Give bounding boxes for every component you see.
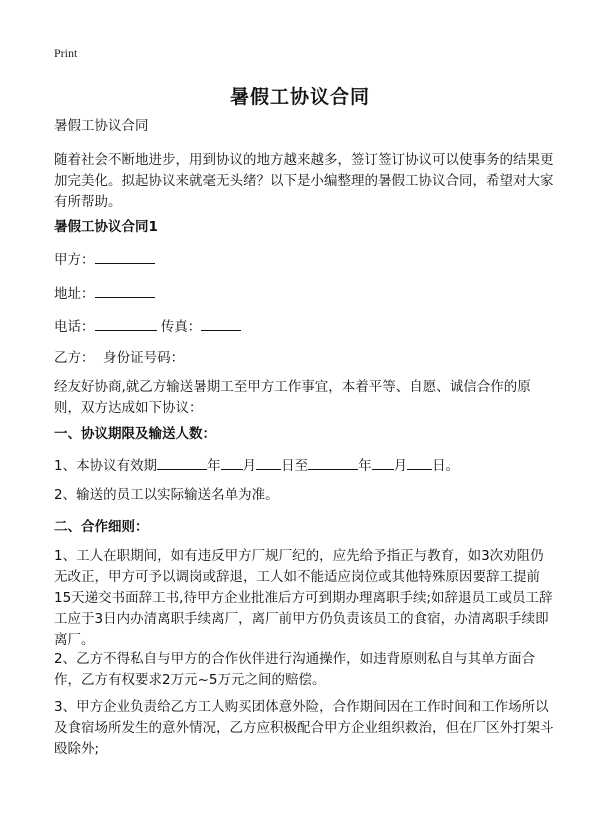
item-no-private-contact: 2、乙方不得私自与甲方的合作伙伴进行沟通操作，如违背原则私自与其单方面合作，乙方有权要求2万元~5万元之间的赔偿。	[54, 651, 536, 688]
party-b-label: 乙方：	[54, 350, 95, 366]
heading-details: 二、合作细则：	[54, 519, 149, 535]
fax-blank	[201, 316, 241, 331]
end-year-blank	[308, 455, 358, 470]
start-month-blank	[221, 455, 243, 470]
party-b-line	[54, 348, 554, 369]
address-label: 地址：	[54, 286, 95, 302]
start-year-blank	[157, 455, 207, 470]
document-subtitle: 暑假工协议合同	[54, 118, 149, 134]
id-label: 身份证号码：	[103, 350, 185, 366]
section-title: 暑假工协议合同1	[54, 219, 158, 235]
phone-fax-line	[54, 316, 554, 338]
month-label: 月	[242, 458, 257, 474]
day-label: 日。	[432, 458, 460, 474]
party-a-label: 甲方：	[54, 252, 95, 268]
heading-term: 一、协议期限及输送人数：	[54, 426, 216, 442]
month-label: 月	[393, 458, 408, 474]
item-insurance: 3、甲方企业负责给乙方工人购买团体意外险，合作期间因在工作时间和工作场所以及食宿场所发生的意外情况，乙方应积极配合甲方企业组织救治，但在厂区外打架斗殴除外;	[54, 699, 554, 757]
party-a-blank	[95, 249, 155, 264]
end-month-blank	[372, 455, 394, 470]
year-label: 年	[207, 458, 221, 474]
end-day-blank	[407, 455, 432, 470]
start-day-blank	[256, 455, 281, 470]
phone-blank	[95, 316, 157, 331]
fax-label: 传真：	[160, 319, 202, 335]
year-label: 年	[358, 458, 372, 474]
day-to-label: 日至	[281, 458, 309, 474]
phone-label: 电话：	[54, 319, 95, 335]
print-link[interactable]: Print	[54, 46, 78, 60]
item-roster: 2、输送的员工以实际输送名单为准。	[54, 487, 279, 503]
item-discipline: 1、工人在职期间，如有违反甲方厂规厂纪的，应先给予指正与教育，如3次劝阻仍无改正，甲方可予以调岗或辞退，工人如不能适应岗位或其他特殊原因要辞工提前15天递交书面辞工书,待甲方企业批准后方可到期办理离职手续;如辞退员工或员工辞工应于3日内办清离职手续离厂，离厂前甲方仍负责该员工的食宿，办清离职手续即离厂。	[54, 548, 553, 648]
term-prefix: 1、本协议有效期	[54, 458, 158, 474]
page-title: 暑假工协议合同	[229, 86, 370, 108]
intro-paragraph: 随着社会不断地进步，用到协议的地方越来越多，签订签订协议可以使事务的结果更加完美化。拟起协议来就毫无头绪？以下是小编整理的暑假工协议合同，希望对大家有所帮助。	[54, 152, 554, 210]
party-a-line	[54, 249, 554, 271]
term-line	[54, 455, 554, 477]
address-line	[54, 283, 554, 305]
agreement-intro: 经友好协商,就乙方输送暑期工至甲方工作事宜，本着平等、自愿、诚信合作的原则，双方达成如下协议：	[54, 379, 531, 416]
address-blank	[95, 283, 155, 298]
